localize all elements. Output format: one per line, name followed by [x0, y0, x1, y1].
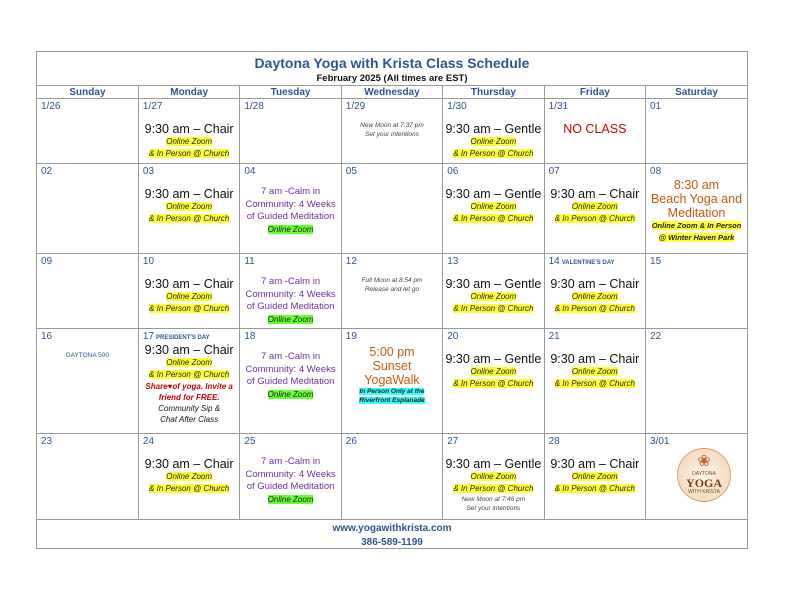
moon-note: New Moon at 7:46 pm — [461, 496, 526, 503]
online-zoom-label: Online Zoom — [267, 494, 314, 504]
date-label: 21 — [548, 331, 560, 342]
day-cell — [37, 254, 138, 329]
date-label: 24 — [142, 436, 155, 447]
date-label: 08 — [650, 166, 662, 177]
in-person-label: & In Person @ Church — [554, 214, 635, 223]
beach-yoga-time: 8:30 am — [673, 178, 720, 192]
in-person-label: & In Person @ Church — [453, 304, 534, 313]
meditation-class: 7 am -Calm in Community: 4 Weeks of Guided Meditation — [245, 456, 336, 492]
moon-subnote: Set your intentions — [466, 505, 521, 512]
online-zoom-label: Online Zoom — [470, 202, 517, 211]
in-person-label: & In Person @ Church — [554, 304, 635, 313]
date-label: 25 — [244, 436, 256, 447]
online-zoom-label: Online Zoom — [166, 202, 213, 211]
date-label: 28 — [548, 436, 560, 447]
heart-icon: ♥ — [167, 382, 173, 391]
logo-word: YOGA — [686, 476, 723, 490]
day-cell — [646, 99, 747, 164]
moon-note: Full Moon at 8:54 pm — [361, 277, 423, 284]
date-label: 23 — [41, 436, 53, 447]
day-cell — [240, 434, 341, 519]
online-zoom-label: Online Zoom — [166, 292, 213, 301]
date-label: 13 — [447, 256, 459, 267]
date-label: 09 — [41, 256, 53, 267]
day-cell — [138, 254, 239, 329]
online-zoom-label: Online Zoom — [267, 224, 314, 234]
day-cell — [646, 164, 747, 254]
day-cell — [544, 434, 645, 519]
beach-yoga-location: @ Winter Haven Park — [658, 233, 735, 242]
class-time: 9:30 am – Gentle — [445, 122, 542, 136]
day-cell — [443, 329, 544, 434]
date-label — [545, 254, 645, 268]
week-row-5 — [37, 434, 747, 519]
weekday-sunday: Sunday — [37, 86, 138, 99]
date-number: 17 — [142, 331, 155, 342]
class-time: 9:30 am – Chair — [144, 457, 234, 471]
day-cell — [443, 164, 544, 254]
online-zoom-label: Online Zoom — [571, 472, 618, 481]
online-zoom-label: Online Zoom — [571, 202, 618, 211]
date-label: 18 — [244, 331, 256, 342]
date-label: 22 — [650, 331, 662, 342]
day-cell — [544, 254, 645, 329]
in-person-label: & In Person @ Church — [149, 484, 230, 493]
date-label: 07 — [548, 166, 560, 177]
online-zoom-label: Online Zoom — [166, 358, 213, 367]
yogawalk-title: Sunset YogaWalk — [364, 359, 420, 387]
weekday-friday: Friday — [544, 86, 645, 99]
day-cell — [138, 164, 239, 254]
online-zoom-label: Online Zoom — [470, 292, 517, 301]
class-time: 9:30 am – Gentle — [445, 277, 542, 291]
date-label: 05 — [345, 166, 357, 177]
share-suffix: of yoga. Invite a friend for FREE. — [158, 382, 233, 402]
in-person-label: & In Person @ Church — [149, 149, 230, 158]
week-row-3 — [37, 254, 747, 329]
day-cell — [544, 99, 645, 164]
moon-subnote: Set your intentions — [365, 131, 419, 138]
day-cell — [240, 99, 341, 164]
date-label: 03 — [142, 166, 155, 177]
holiday-label: PRESIDENT'S DAY — [156, 335, 210, 341]
no-class-label: NO CLASS — [563, 122, 627, 136]
week-row-4 — [37, 329, 747, 434]
meditation-class: 7 am -Calm in Community: 4 Weeks of Guided Meditation — [245, 276, 336, 312]
week-row-1 — [37, 99, 747, 164]
class-time: 9:30 am – Gentle — [445, 352, 542, 366]
online-zoom-label: Online Zoom — [571, 292, 618, 301]
lotus-icon: ❀ — [697, 453, 711, 470]
class-time: 9:30 am – Chair — [144, 343, 234, 357]
website-link[interactable]: www.yogawithkrista.com — [332, 522, 452, 534]
day-cell — [37, 329, 138, 434]
class-time: 9:30 am – Chair — [550, 187, 640, 201]
day-cell — [341, 329, 442, 434]
class-time: 9:30 am – Gentle — [445, 187, 542, 201]
date-label: 12 — [345, 256, 357, 267]
date-label: 15 — [650, 256, 662, 267]
day-cell — [138, 329, 239, 434]
meditation-class: 7 am -Calm in Community: 4 Weeks of Guided Meditation — [245, 186, 336, 222]
date-label: 1/27 — [142, 101, 163, 112]
in-person-label: & In Person @ Church — [554, 484, 635, 493]
date-number: 14 — [548, 256, 560, 267]
weekday-header-row — [37, 86, 747, 99]
day-cell — [443, 99, 544, 164]
date-label: 1/31 — [548, 101, 569, 112]
date-label: 01 — [650, 101, 662, 112]
in-person-label: & In Person @ Church — [453, 484, 534, 493]
date-label: 06 — [447, 166, 459, 177]
date-label: 1/30 — [447, 101, 467, 112]
class-time: 9:30 am – Chair — [144, 122, 234, 136]
day-cell — [646, 434, 747, 519]
moon-note: New Moon at 7:37 pm — [360, 122, 424, 129]
class-time: 9:30 am – Chair — [550, 277, 640, 291]
moon-subnote: Release and let go — [364, 286, 420, 293]
date-label: 16 — [41, 331, 53, 342]
day-cell — [138, 434, 239, 519]
holiday-label: VALENTINE'S DAY — [561, 260, 615, 266]
daytona-yoga-logo — [677, 448, 731, 502]
yogawalk-time: 5:00 pm — [369, 345, 415, 359]
day-cell — [37, 164, 138, 254]
weekday-tuesday: Tuesday — [240, 86, 341, 99]
sip-chat-note: Community Sip & Chat After Class — [158, 404, 221, 424]
online-zoom-label: Online Zoom — [571, 367, 618, 376]
day-cell — [37, 434, 138, 519]
date-label: 10 — [142, 256, 155, 267]
day-cell — [240, 329, 341, 434]
logo-top-text: DAYTONA — [692, 471, 716, 477]
date-label: 1/26 — [41, 101, 61, 112]
day-cell — [37, 99, 138, 164]
date-label: 04 — [244, 166, 256, 177]
date-label: 1/28 — [244, 101, 264, 112]
share-promo — [139, 381, 239, 403]
in-person-label: & In Person @ Church — [453, 214, 534, 223]
daytona-500-label: DAYTONA 500 — [65, 352, 110, 359]
share-prefix: Share — [145, 382, 168, 391]
weekday-monday: Monday — [138, 86, 239, 99]
weekday-saturday: Saturday — [646, 86, 747, 99]
page-subtitle: February 2025 (All times are EST) — [316, 73, 468, 84]
day-cell — [341, 434, 442, 519]
in-person-label: & In Person @ Church — [149, 214, 230, 223]
day-cell — [544, 164, 645, 254]
in-person-label: & In Person @ Church — [554, 379, 635, 388]
date-label: 11 — [244, 256, 255, 267]
class-time: 9:30 am – Chair — [144, 187, 234, 201]
in-person-label: & In Person @ Church — [149, 304, 230, 313]
weekday-thursday: Thursday — [443, 86, 544, 99]
day-cell — [341, 254, 442, 329]
date-label: 27 — [447, 436, 459, 447]
online-zoom-label: Online Zoom — [166, 137, 213, 146]
online-zoom-label: Online Zoom — [470, 472, 517, 481]
online-zoom-label: Online Zoom — [470, 367, 517, 376]
day-cell — [646, 254, 747, 329]
beach-yoga-mode: Online Zoom & In Person — [651, 221, 742, 230]
day-cell — [138, 99, 239, 164]
day-cell — [240, 254, 341, 329]
date-label: 26 — [345, 436, 357, 447]
day-cell — [240, 164, 341, 254]
date-label — [139, 329, 239, 343]
date-label: 19 — [345, 331, 357, 342]
online-zoom-label: Online Zoom — [470, 137, 517, 146]
day-cell — [443, 434, 544, 519]
class-time: 9:30 am – Gentle — [445, 457, 542, 471]
online-zoom-label: Online Zoom — [267, 389, 314, 399]
in-person-label: & In Person @ Church — [453, 379, 534, 388]
day-cell — [646, 329, 747, 434]
day-cell — [341, 164, 442, 254]
in-person-label: & In Person @ Church — [453, 149, 534, 158]
day-cell — [341, 99, 442, 164]
beach-yoga-title: Beach Yoga and Meditation — [650, 192, 743, 220]
date-label: 3/01 — [650, 436, 670, 447]
logo-bottom-text: WITH KRISTA — [688, 489, 720, 495]
meditation-class: 7 am -Calm in Community: 4 Weeks of Guided Meditation — [245, 351, 336, 387]
page-title: Daytona Yoga with Krista Class Schedule — [254, 55, 530, 71]
calendar-grid — [37, 85, 747, 519]
in-person-label: & In Person @ Church — [149, 370, 230, 379]
class-time: 9:30 am – Chair — [550, 457, 640, 471]
class-time: 9:30 am – Chair — [144, 277, 234, 291]
date-label: 02 — [41, 166, 53, 177]
day-cell — [544, 329, 645, 434]
week-row-2 — [37, 164, 747, 254]
date-label: 20 — [447, 331, 459, 342]
schedule-sheet — [36, 51, 748, 549]
online-zoom-label: Online Zoom — [166, 472, 213, 481]
date-label: 1/29 — [345, 101, 366, 112]
class-time: 9:30 am – Chair — [550, 352, 640, 366]
weekday-wednesday: Wednesday — [341, 86, 442, 99]
online-zoom-label: Online Zoom — [267, 314, 314, 324]
phone-number: 386-589-1199 — [361, 536, 423, 548]
footer — [37, 519, 747, 550]
day-cell — [443, 254, 544, 329]
yogawalk-location: In Person Only at the Riverfront Esplanade — [359, 388, 425, 404]
